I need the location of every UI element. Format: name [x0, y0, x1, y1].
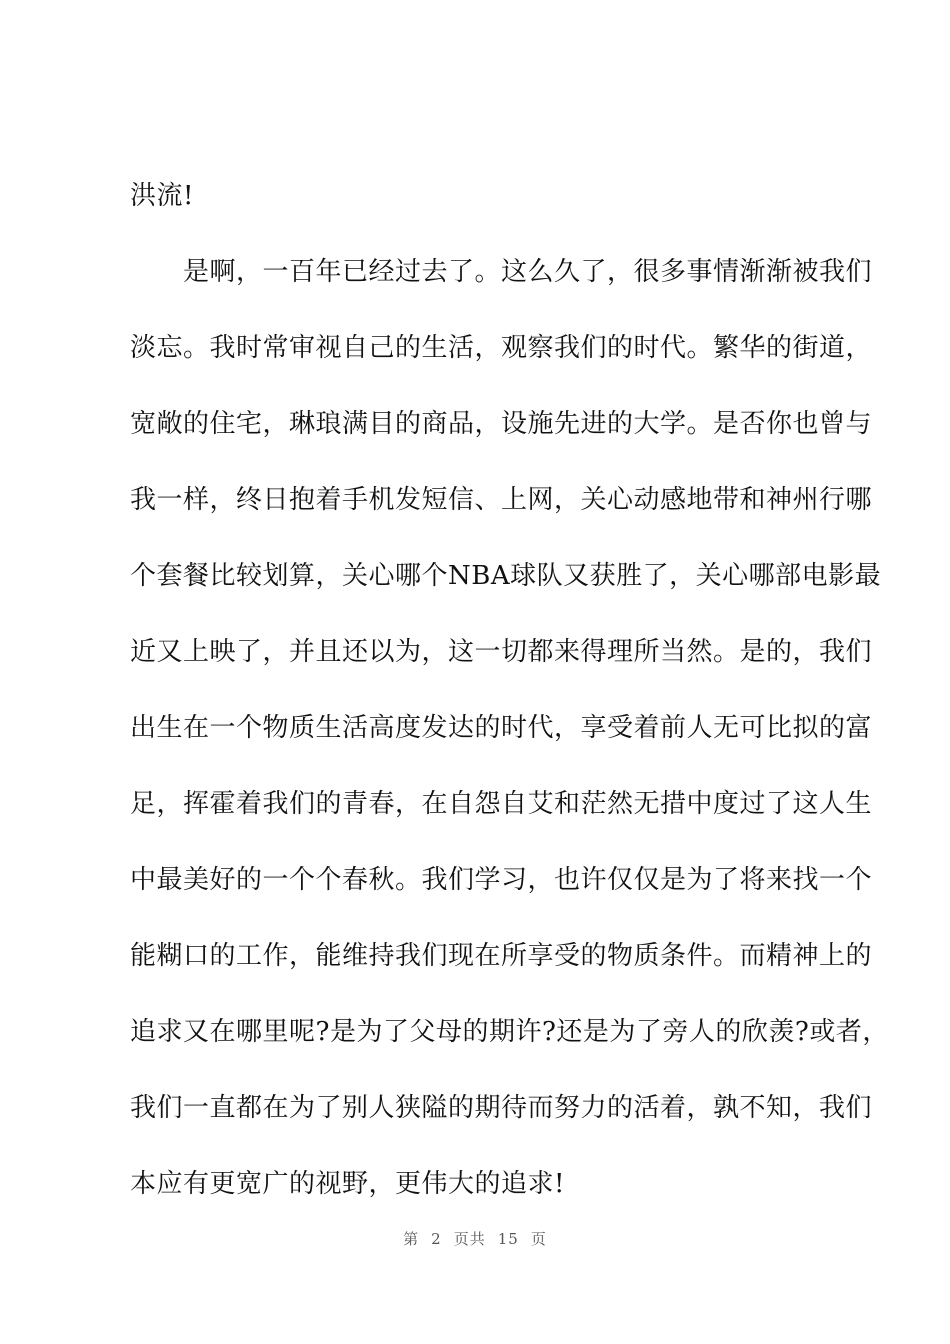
text-line: 个套餐比较划算，关心哪个NBA球队又获胜了，关心哪部电影最	[130, 561, 882, 591]
text-line: 本应有更宽广的视野，更伟大的追求!	[130, 1169, 565, 1199]
text-line: 淡忘。我时常审视自己的生活，观察我们的时代。繁华的街道，	[130, 333, 873, 363]
page-footer	[0, 1228, 950, 1249]
text-line: 我一样，终日抱着手机发短信、上网，关心动感地带和神州行哪	[130, 485, 873, 515]
text-line: 宽敞的住宅，琳琅满目的商品，设施先进的大学。是否你也曾与	[130, 409, 873, 439]
footer-total-pages: 15	[497, 1230, 519, 1248]
text-line: 近又上映了，并且还以为，这一切都来得理所当然。是的，我们	[130, 637, 873, 667]
footer-prefix: 第	[403, 1230, 420, 1248]
footer-page-number: 2	[431, 1230, 442, 1248]
text-line: 我们一直都在为了别人狭隘的期待而努力的活着，孰不知，我们	[130, 1093, 873, 1123]
text-line: 出生在一个物质生活高度发达的时代，享受着前人无可比拟的富	[130, 713, 873, 743]
footer-middle: 页共	[453, 1230, 486, 1248]
footer-suffix: 页	[530, 1230, 547, 1248]
text-line: 是啊，一百年已经过去了。这么久了，很多事情渐渐被我们	[130, 257, 873, 287]
text-line: 追求又在哪里呢?是为了父母的期许?还是为了旁人的欣羡?或者，	[130, 1017, 889, 1047]
text-line: 中最美好的一个个春秋。我们学习，也许仅仅是为了将来找一个	[130, 865, 873, 895]
text-line: 足，挥霍着我们的青春，在自怨自艾和茫然无措中度过了这人生	[130, 789, 873, 819]
text-line: 能糊口的工作，能维持我们现在所享受的物质条件。而精神上的	[130, 941, 873, 971]
text-line: 洪流!	[130, 181, 194, 211]
